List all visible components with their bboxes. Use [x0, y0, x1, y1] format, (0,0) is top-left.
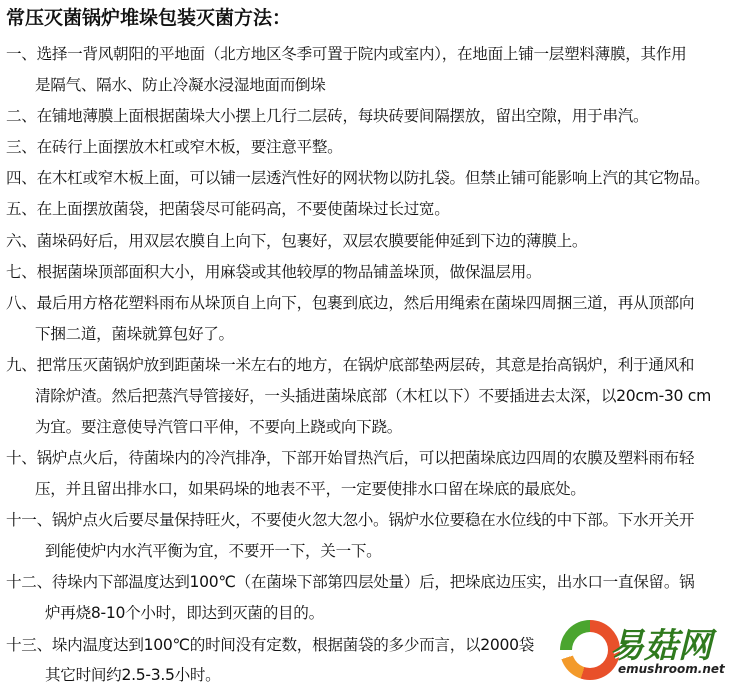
step-1-line-2: 是隔气、隔水、防止冷凝水浸湿地面而倒垛	[35, 76, 326, 94]
step-10-line-1: 十、锅炉点火后，待菌垛内的冷汽排净，下部开始冒热汽后，可以把菌垛底边四周的农膜及塑料雨布轻	[6, 449, 695, 467]
step-2: 二、在铺地薄膜上面根据菌垛大小摆上几行二层砖，每块砖要间隔摆放，留出空隙，用于串汽。	[6, 107, 649, 125]
step-13-line-1: 十三、垛内温度达到100℃的时间没有定数，根据菌袋的多少而言，以2000袋	[6, 636, 535, 654]
step-10-line-2: 压，并且留出排水口，如果码垛的地表不平，一定要使排水口留在垛底的最底处。	[35, 480, 586, 498]
step-4: 四、在木杠或窄木板上面，可以铺一层透汽性好的网状物以防扎袋。但禁止铺可能影响上汽的其它物品。	[6, 169, 710, 187]
step-8-line-1: 八、最后用方格花塑料雨布从垛顶自上向下，包裹到底边，然后用绳索在菌垛四周捆三道，再从顶部向	[6, 294, 695, 312]
step-11-line-2: 到能使炉内水汽平衡为宜，不要开一下，关一下。	[45, 542, 382, 560]
logo-domain: emushroom.net	[618, 662, 725, 676]
step-5: 五、在上面摆放菌袋，把菌袋尽可能码高，不要使菌垛过长过宽。	[6, 200, 450, 218]
step-9-line-1: 九、把常压灭菌锅炉放到距菌垛一米左右的地方，在锅炉底部垫两层砖，其意是抬高锅炉，利于通风和	[6, 356, 695, 374]
watermark-logo	[560, 618, 741, 684]
step-9-line-3: 为宜。要注意使导汽管口平伸，不要向上跷或向下跷。	[35, 418, 403, 436]
step-6: 六、菌垛码好后，用双层农膜自上向下，包裹好，双层农膜要能伸延到下边的薄膜上。	[6, 232, 588, 250]
step-12-line-1: 十二、待垛内下部温度达到100℃（在菌垛下部第四层处量）后，把垛底边压实，出水口一直保留。锅	[6, 573, 695, 591]
step-9-line-2: 清除炉渣。然后把蒸汽导管接好，一头插进菌垛底部（木杠以下）不要插进去太深，以20cm-30 cm	[35, 387, 711, 405]
step-1-line-1: 一、选择一背风朝阳的平地面（北方地区冬季可置于院内或室内），在地面上铺一层塑料薄膜，其作用	[6, 45, 687, 63]
step-13-line-2: 其它时间约2.5-3.5小时。	[45, 666, 221, 684]
step-11-line-1: 十一、锅炉点火后要尽量保持旺火，不要使火忽大忽小。锅炉水位要稳在水位线的中下部。下水开关开	[6, 511, 695, 529]
step-7: 七、根据菌垛顶部面积大小，用麻袋或其他较厚的物品铺盖垛顶，做保温层用。	[6, 263, 542, 281]
page-title: 常压灭菌锅炉堆垛包装灭菌方法：	[6, 7, 292, 29]
step-12-line-2: 炉再烧8-10个小时，即达到灭菌的目的。	[45, 604, 324, 622]
step-8-line-2: 下捆二道，菌垛就算包好了。	[35, 325, 234, 343]
step-3: 三、在砖行上面摆放木杠或窄木板，要注意平整。	[6, 138, 343, 156]
logo-name: 易菇网	[610, 626, 712, 666]
